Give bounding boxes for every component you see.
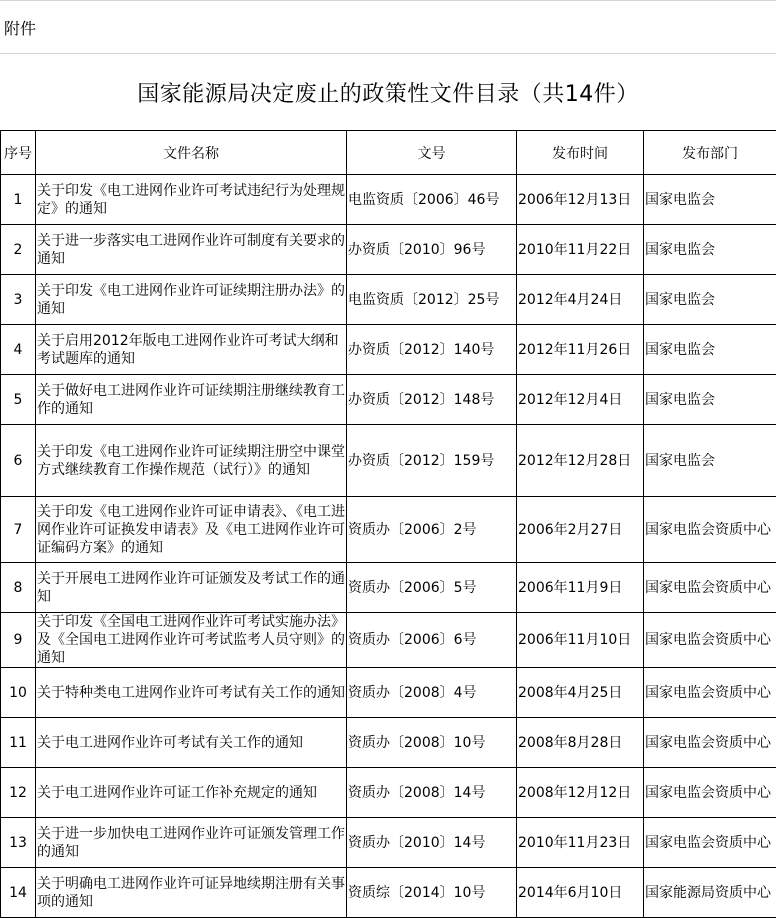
cell-doc-no: 资质办〔2008〕10号 [347, 718, 517, 768]
cell-dept: 国家能源局资质中心 [644, 868, 776, 918]
header-name: 文件名称 [36, 131, 347, 175]
cell-name: 关于开展电工进网作业许可证颁发及考试工作的通知 [36, 563, 347, 613]
cell-dept: 国家电监会资质中心 [644, 563, 776, 613]
cell-date: 2012年12月4日 [517, 375, 644, 425]
cell-name: 关于特种类电工进网作业许可考试有关工作的通知 [36, 668, 347, 718]
cell-name: 关于印发《电工进网作业许可考试违纪行为处理规定》的通知 [36, 175, 347, 225]
cell-doc-no: 资质办〔2006〕6号 [347, 613, 517, 668]
cell-date: 2010年11月22日 [517, 225, 644, 275]
table-row [1, 818, 776, 868]
cell-doc-no: 办资质〔2012〕140号 [347, 325, 517, 375]
table-row [1, 497, 776, 563]
cell-no: 11 [1, 718, 36, 768]
cell-doc-no: 资质综〔2014〕10号 [347, 868, 517, 918]
cell-date: 2006年2月27日 [517, 497, 644, 563]
table-row [1, 718, 776, 768]
cell-date: 2008年12月12日 [517, 768, 644, 818]
cell-name: 关于印发《电工进网作业许可证续期注册办法》的通知 [36, 275, 347, 325]
table-row [1, 563, 776, 613]
cell-dept: 国家电监会 [644, 325, 776, 375]
cell-no: 2 [1, 225, 36, 275]
cell-name: 关于做好电工进网作业许可证续期注册继续教育工作的通知 [36, 375, 347, 425]
cell-name: 关于进一步加快电工进网作业许可证颁发管理工作的通知 [36, 818, 347, 868]
cell-name: 关于进一步落实电工进网作业许可制度有关要求的通知 [36, 225, 347, 275]
cell-no: 1 [1, 175, 36, 225]
header-doc-no: 文号 [347, 131, 517, 175]
cell-name: 关于电工进网作业许可考试有关工作的通知 [36, 718, 347, 768]
attachment-label: 附件 [4, 16, 36, 39]
table-row [1, 425, 776, 497]
cell-name: 关于启用2012年版电工进网作业许可考试大纲和考试题库的通知 [36, 325, 347, 375]
cell-date: 2012年11月26日 [517, 325, 644, 375]
table-row [1, 275, 776, 325]
cell-date: 2010年11月23日 [517, 818, 644, 868]
cell-date: 2008年4月25日 [517, 668, 644, 718]
cell-no: 12 [1, 768, 36, 818]
table-row [1, 668, 776, 718]
cell-date: 2012年4月24日 [517, 275, 644, 325]
cell-date: 2006年11月9日 [517, 563, 644, 613]
title-row [0, 54, 776, 130]
table-row [1, 375, 776, 425]
cell-dept: 国家电监会资质中心 [644, 613, 776, 668]
cell-doc-no: 资质办〔2006〕5号 [347, 563, 517, 613]
cell-no: 5 [1, 375, 36, 425]
cell-no: 13 [1, 818, 36, 868]
table-row [1, 768, 776, 818]
cell-name: 关于明确电工进网作业许可证异地续期注册有关事项的通知 [36, 868, 347, 918]
table-row [1, 225, 776, 275]
cell-doc-no: 办资质〔2012〕148号 [347, 375, 517, 425]
cell-doc-no: 办资质〔2012〕159号 [347, 425, 517, 497]
cell-no: 8 [1, 563, 36, 613]
cell-no: 6 [1, 425, 36, 497]
cell-name: 关于印发《全国电工进网作业许可考试实施办法》及《全国电工进网作业许可考试监考人员守则》的通知 [36, 613, 347, 668]
cell-dept: 国家电监会资质中心 [644, 718, 776, 768]
cell-no: 14 [1, 868, 36, 918]
cell-dept: 国家电监会 [644, 425, 776, 497]
cell-no: 4 [1, 325, 36, 375]
cell-dept: 国家电监会 [644, 275, 776, 325]
cell-name: 关于印发《电工进网作业许可证续期注册空中课堂方式继续教育工作操作规范（试行）》的通知 [36, 425, 347, 497]
cell-date: 2014年6月10日 [517, 868, 644, 918]
cell-dept: 国家电监会资质中心 [644, 768, 776, 818]
cell-doc-no: 电监资质〔2006〕46号 [347, 175, 517, 225]
cell-doc-no: 资质办〔2008〕4号 [347, 668, 517, 718]
page-title: 国家能源局决定废止的政策性文件目录（共14件） [137, 77, 639, 108]
header-dept: 发布部门 [644, 131, 776, 175]
cell-dept: 国家电监会资质中心 [644, 818, 776, 868]
table-row [1, 868, 776, 918]
cell-name: 关于印发《电工进网作业许可证申请表》、《电工进网作业许可证换发申请表》及《电工进网作业许可证编码方案》的通知 [36, 497, 347, 563]
cell-dept: 国家电监会资质中心 [644, 668, 776, 718]
cell-no: 9 [1, 613, 36, 668]
cell-name: 关于电工进网作业许可证工作补充规定的通知 [36, 768, 347, 818]
cell-dept: 国家电监会 [644, 375, 776, 425]
cell-date: 2006年11月10日 [517, 613, 644, 668]
policy-file-table [0, 130, 776, 918]
cell-no: 3 [1, 275, 36, 325]
cell-date: 2006年12月13日 [517, 175, 644, 225]
table-row [1, 175, 776, 225]
header-no: 序号 [1, 131, 36, 175]
attachment-label-row [0, 0, 776, 54]
cell-no: 7 [1, 497, 36, 563]
cell-doc-no: 资质办〔2008〕14号 [347, 768, 517, 818]
cell-date: 2012年12月28日 [517, 425, 644, 497]
cell-dept: 国家电监会 [644, 225, 776, 275]
table-row [1, 613, 776, 668]
cell-doc-no: 办资质〔2010〕96号 [347, 225, 517, 275]
cell-date: 2008年8月28日 [517, 718, 644, 768]
cell-dept: 国家电监会资质中心 [644, 497, 776, 563]
table-row [1, 325, 776, 375]
table-header-row [1, 131, 776, 175]
cell-dept: 国家电监会 [644, 175, 776, 225]
cell-doc-no: 资质办〔2006〕2号 [347, 497, 517, 563]
cell-doc-no: 资质办〔2010〕14号 [347, 818, 517, 868]
cell-no: 10 [1, 668, 36, 718]
cell-doc-no: 电监资质〔2012〕25号 [347, 275, 517, 325]
header-date: 发布时间 [517, 131, 644, 175]
